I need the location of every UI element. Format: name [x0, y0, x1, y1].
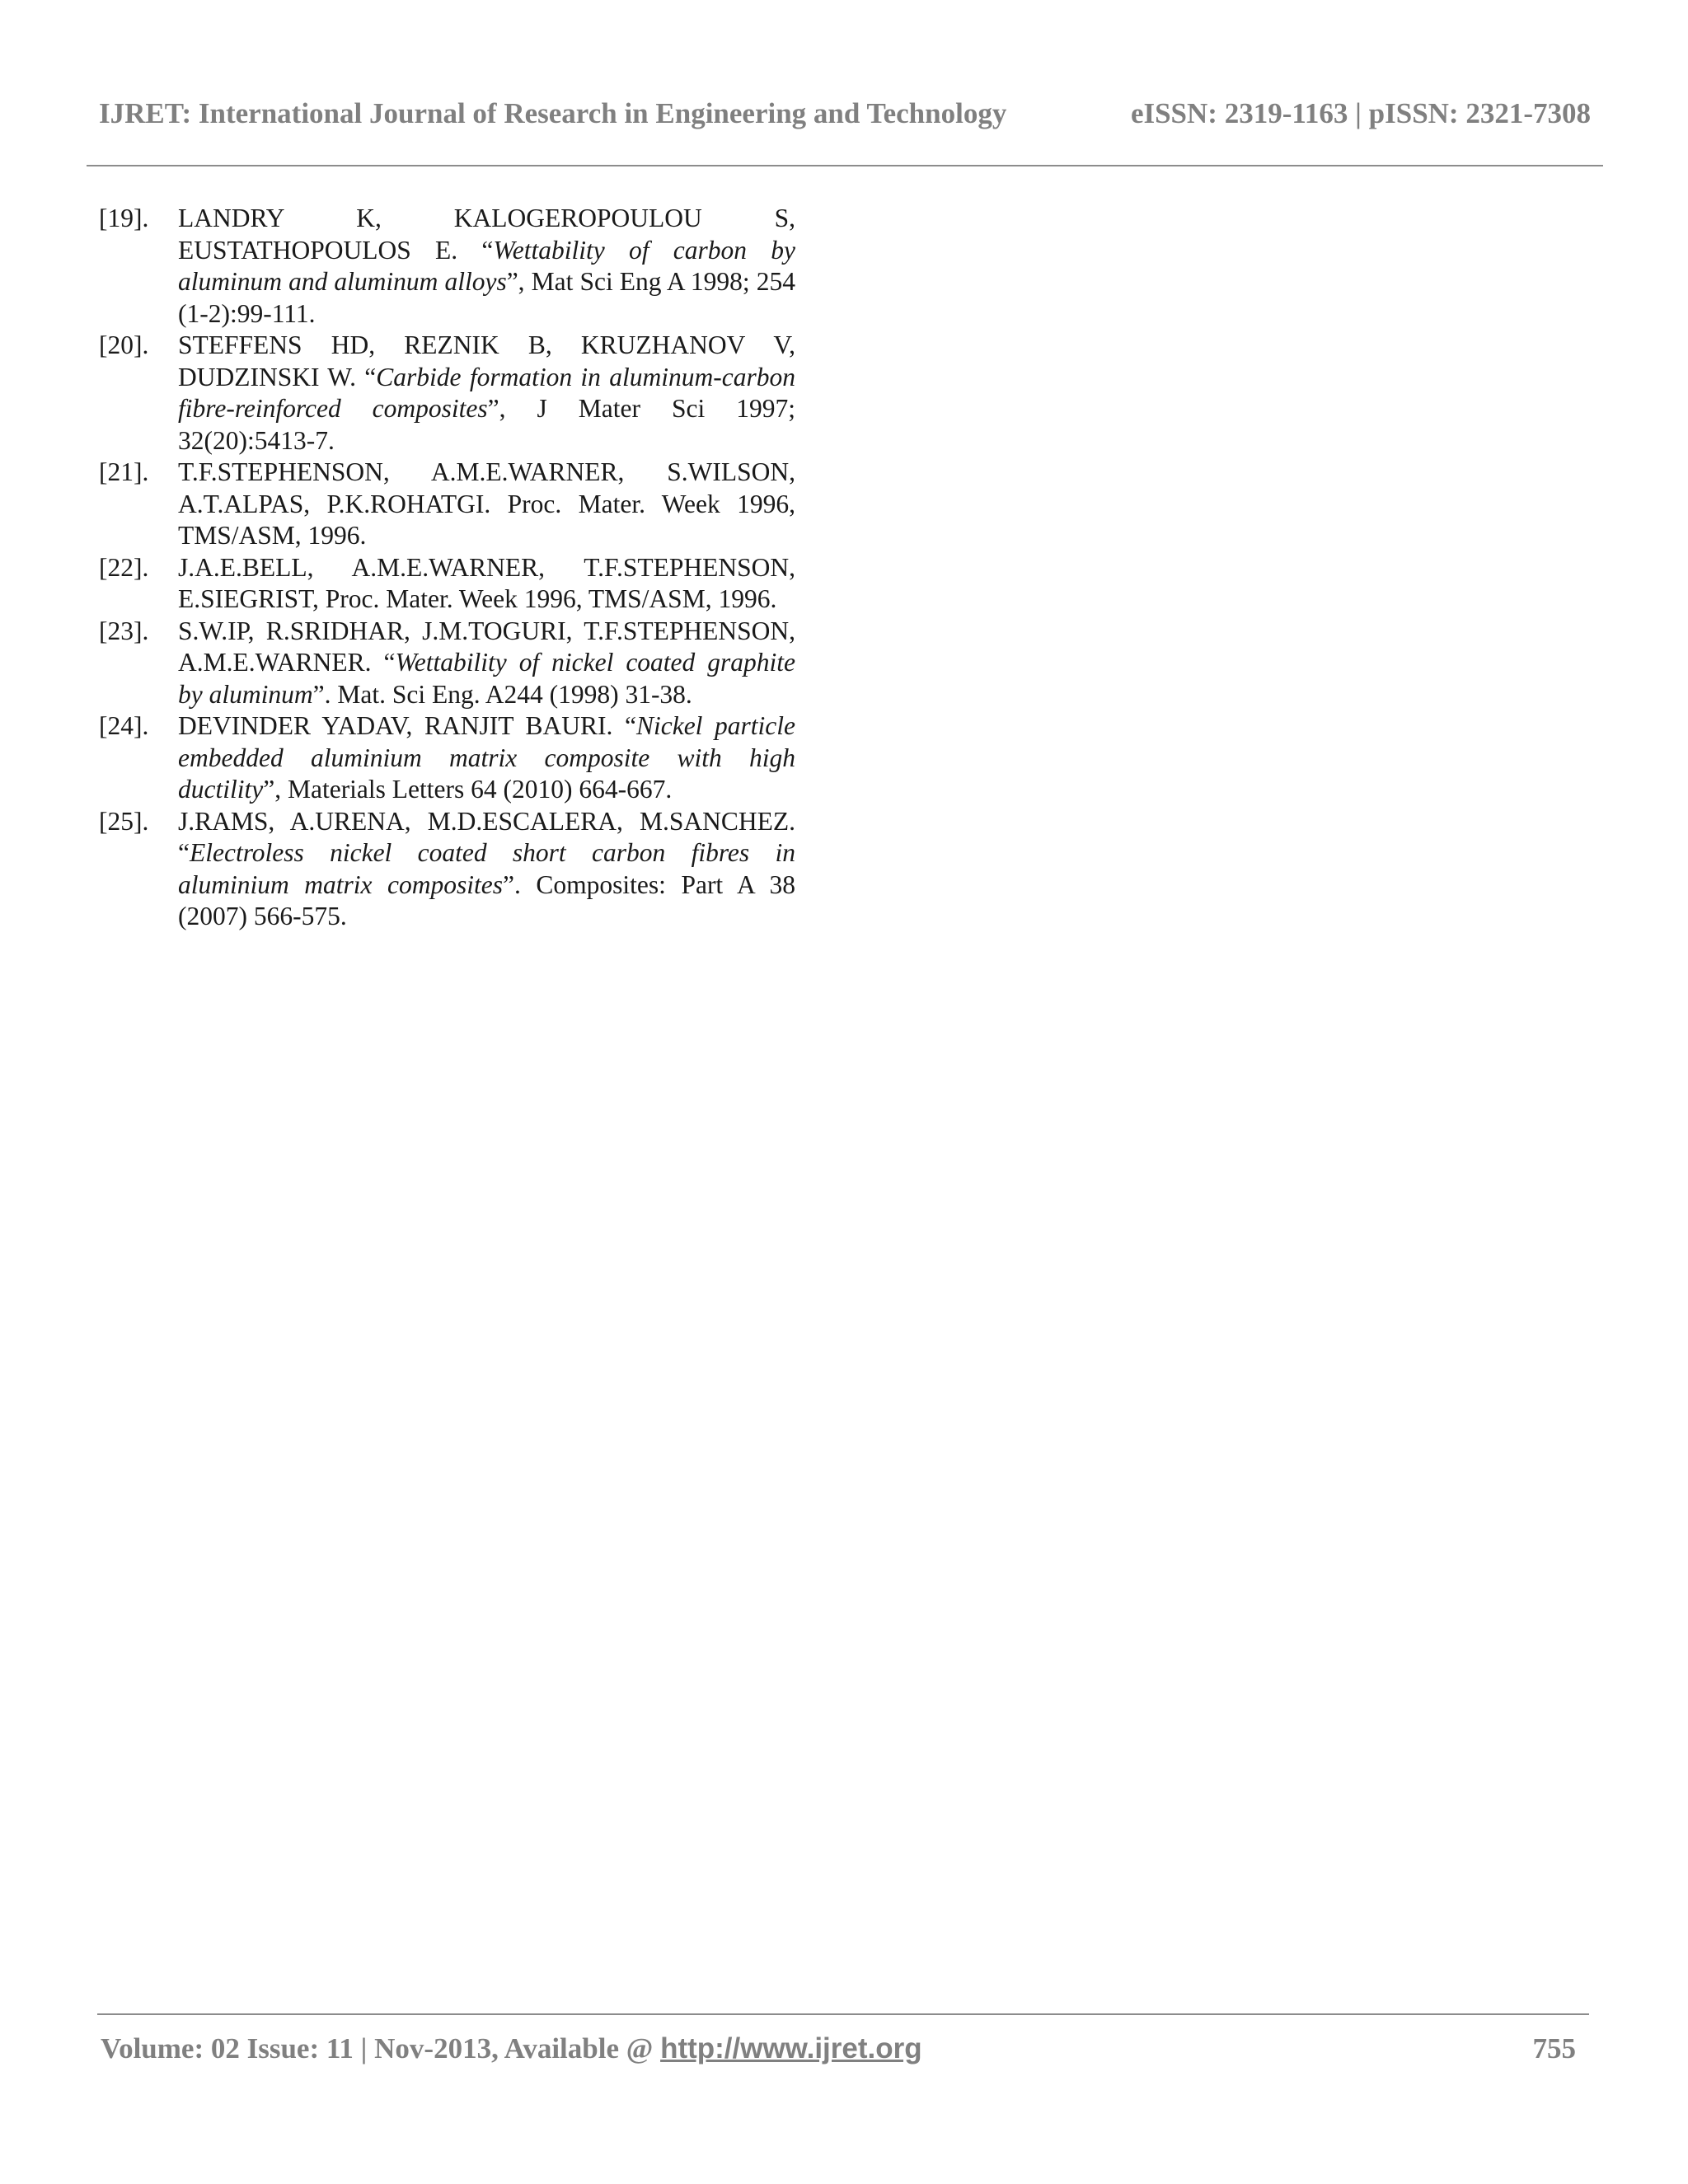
reference-title: Electroless nickel coated short carbon fibres in aluminium matrix composites — [178, 838, 795, 899]
reference-number: [22]. — [99, 552, 149, 582]
footer-divider — [97, 2013, 1589, 2015]
reference-item — [99, 616, 795, 711]
journal-website-link[interactable]: http://www.ijret.org — [660, 2032, 922, 2064]
reference-number: [20]. — [99, 330, 149, 359]
reference-text — [178, 710, 795, 806]
header-divider — [87, 165, 1603, 166]
reference-text — [178, 806, 795, 933]
reference-text — [178, 552, 795, 616]
reference-source: ”. Mat. Sci Eng. A244 (1998) 31-38. — [312, 679, 692, 709]
reference-title: Nickel particle embedded aluminium matrix composite with high ductility — [178, 711, 795, 804]
reference-item — [99, 330, 795, 457]
issue-text: Volume: 02 Issue: 11 | Nov-2013, Available @ — [101, 2032, 661, 2064]
reference-item — [99, 457, 795, 552]
reference-number: [24]. — [99, 711, 149, 740]
reference-list — [99, 203, 795, 933]
reference-authors: J.RAMS, A.URENA, M.D.ESCALERA, M.SANCHEZ. “ — [178, 806, 795, 867]
reference-text — [178, 457, 795, 552]
reference-number: [19]. — [99, 204, 149, 232]
reference-title: Carbide formation in aluminum-carbon fibre-reinforced composites — [178, 362, 795, 423]
reference-authors: LANDRY K, KALOGEROPOULOU S, EUSTATHOPOULOS E. “ — [178, 204, 795, 265]
journal-title: IJRET: International Journal of Research in Engineering and Technology — [99, 97, 1007, 129]
reference-number: [25]. — [99, 806, 149, 836]
reference-authors: T.F.STEPHENSON, A.M.E.WARNER, S.WILSON, A.T.ALPAS, P.K.ROHATGI. Proc. Mater. Week 1996, TMS/ASM, 1996. — [178, 457, 795, 550]
reference-text — [178, 616, 795, 711]
reference-authors: J.A.E.BELL, A.M.E.WARNER, T.F.STEPHENSON, E.SIEGRIST, Proc. Mater. Week 1996, TMS/ASM, 1996. — [178, 552, 795, 613]
reference-source: ”, Materials Letters 64 (2010) 664-667. — [263, 775, 673, 804]
reference-item — [99, 552, 795, 616]
reference-authors: DEVINDER YADAV, RANJIT BAURI. “ — [178, 711, 636, 740]
page-number: 755 — [1532, 2032, 1576, 2064]
reference-item — [99, 710, 795, 806]
reference-authors: STEFFENS HD, REZNIK B, KRUZHANOV V, DUDZINSKI W. “ — [178, 330, 795, 391]
reference-text — [178, 203, 795, 330]
footer-issue-info — [101, 2032, 922, 2065]
reference-number: [23]. — [99, 616, 149, 645]
reference-text — [178, 330, 795, 457]
reference-number: [21]. — [99, 457, 149, 486]
reference-authors: S.W.IP, R.SRIDHAR, J.M.TOGURI, T.F.STEPHENSON, A.M.E.WARNER. “ — [178, 616, 795, 677]
running-footer — [101, 2032, 1576, 2074]
running-header — [99, 97, 1591, 138]
reference-title: Wettability of carbon by aluminum and aluminum alloys — [178, 235, 795, 296]
reference-source: ”. Composites: Part A 38 (2007) 566-575. — [178, 869, 795, 930]
reference-source: ”, Mat Sci Eng A 1998; 254 (1-2):99-111. — [178, 267, 795, 328]
reference-title: Wettability of nickel coated graphite by aluminum — [178, 648, 795, 709]
reference-item — [99, 203, 795, 330]
issn-numbers: eISSN: 2319-1163 | pISSN: 2321-7308 — [1130, 97, 1591, 129]
reference-source: ”, J Mater Sci 1997; 32(20):5413-7. — [178, 394, 795, 455]
reference-item — [99, 806, 795, 933]
